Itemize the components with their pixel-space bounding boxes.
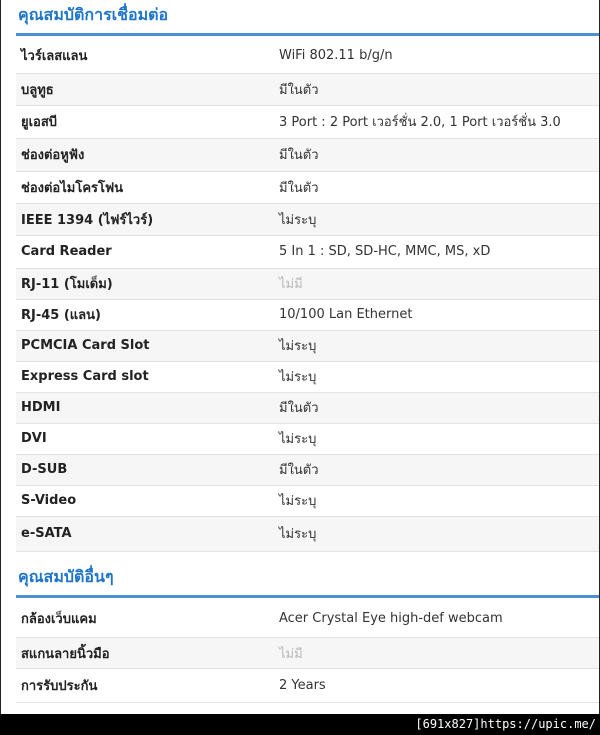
other-section-title: คุณสมบัติอื่นๆ [18,566,114,586]
spec-value: WiFi 802.11 b/g/n [279,39,599,73]
spec-label: D-SUB [16,454,279,485]
spec-value: ไม่มี [279,638,599,669]
spec-label: การรับประกัน [16,669,279,703]
spec-row [16,330,599,361]
spec-row [16,485,599,516]
spec-label: Card Reader [16,235,279,268]
spec-label: S-Video [16,485,279,516]
spec-row [16,203,599,235]
spec-row [16,105,599,138]
spec-value: Acer Crystal Eye high-def webcam [279,601,599,638]
spec-value: มีในตัว [279,454,599,485]
spec-row [16,516,599,551]
connectivity-section-title: คุณสมบัติการเชื่อมต่อ [18,5,169,24]
connectivity-section [1,0,599,552]
spec-row [16,39,599,73]
spec-value: ไม่ระบุ [279,203,599,235]
spec-value: ไม่ระบุ [279,516,599,551]
other-section-divider [16,595,599,598]
spec-label: Express Card slot [16,361,279,392]
spec-row [16,171,599,203]
spec-row [16,423,599,454]
spec-row [16,235,599,268]
spec-row [16,454,599,485]
spec-value: ไม่ระบุ [279,330,599,361]
spec-row [16,638,599,669]
spec-row [16,73,599,105]
spec-row [16,601,599,638]
spec-label: e-SATA [16,516,279,551]
spec-row [16,669,599,703]
watermark-text: [691x827]https://upic.me/ [415,717,596,731]
spec-row [16,299,599,330]
spec-value: มีในตัว [279,171,599,203]
spec-value: ไม่มี [279,268,599,299]
footer-bar [0,714,600,735]
spec-value: ไม่ระบุ [279,485,599,516]
spec-value: 5 In 1 : SD, SD-HC, MMC, MS, xD [279,235,599,268]
spec-row [16,392,599,423]
spec-value: ไม่ระบุ [279,361,599,392]
spec-value: 10/100 Lan Ethernet [279,299,599,330]
spec-label: สแกนลายนิ้วมือ [16,638,279,669]
spec-label: IEEE 1394 (ไฟร์ไวร์) [16,203,279,235]
spec-value: ไม่ระบุ [279,423,599,454]
spec-label: ยูเอสบี [16,105,279,138]
spec-label: RJ-45 (แลน) [16,299,279,330]
spec-row [16,268,599,299]
spec-label: ไวร์เลสแลน [16,39,279,73]
spec-label: RJ-11 (โมเด็ม) [16,268,279,299]
spec-label: บลูทูธ [16,73,279,105]
spec-value: มีในตัว [279,392,599,423]
spec-label: HDMI [16,392,279,423]
spec-label: PCMCIA Card Slot [16,330,279,361]
spec-label: ช่องต่อไมโครโฟน [16,171,279,203]
spec-label: กล้องเว็บแคม [16,601,279,638]
connectivity-section-divider [16,33,599,36]
spec-value: มีในตัว [279,138,599,171]
spec-value: 2 Years [279,669,599,703]
other-section [1,567,599,704]
other-spec-table [16,601,599,704]
spec-label: ช่องต่อหูฟัง [16,138,279,171]
spec-value: มีในตัว [279,73,599,105]
spec-label: DVI [16,423,279,454]
spec-row [16,361,599,392]
spec-row [16,138,599,171]
spec-value: 3 Port : 2 Port เวอร์ชั่น 2.0, 1 Port เวอร์ชั่น 3.0 [279,105,599,138]
connectivity-spec-table [16,39,599,552]
